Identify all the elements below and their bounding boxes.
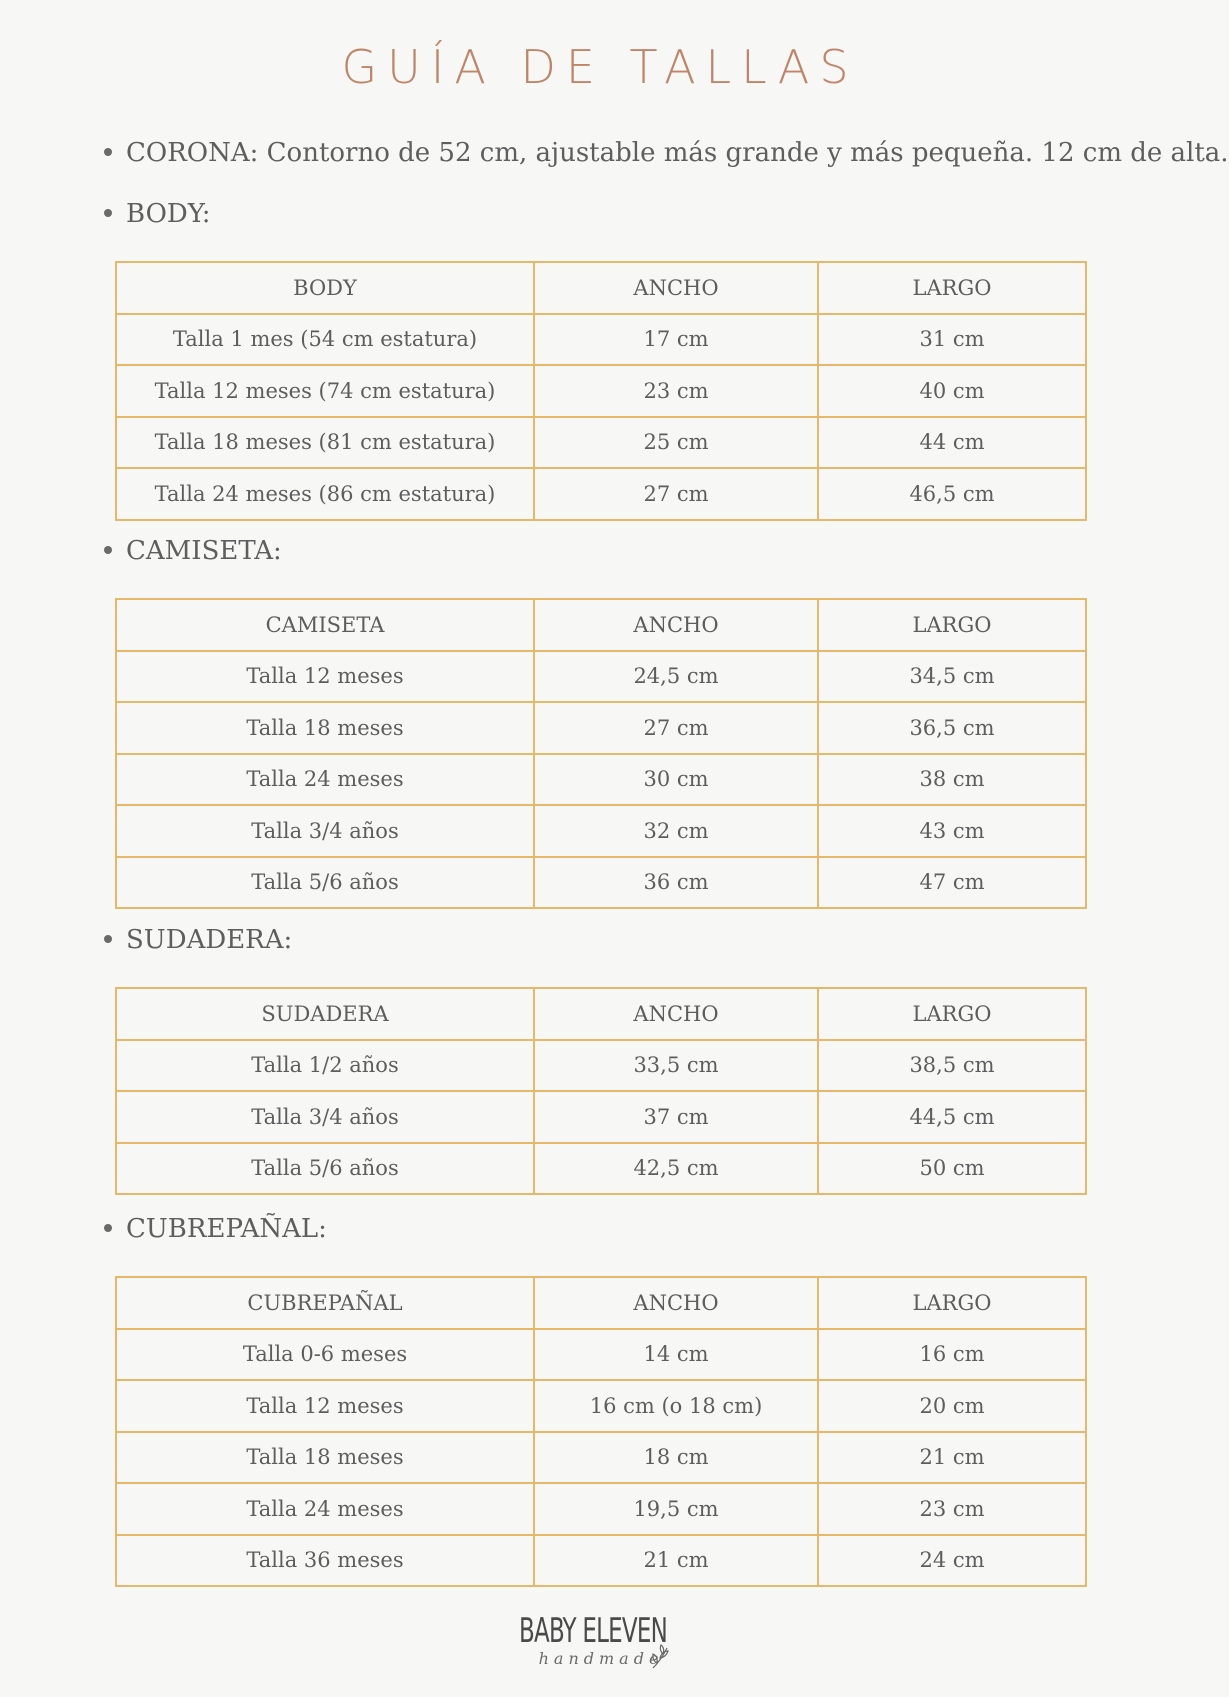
size-cell: Talla 18 meses — [116, 702, 534, 754]
width-cell: 14 cm — [534, 1329, 818, 1381]
table-row — [116, 1040, 1086, 1092]
table-row — [116, 417, 1086, 469]
cubrepanal-table — [115, 1276, 1087, 1587]
brand-logo-mark — [515, 1608, 685, 1674]
size-cell: Talla 12 meses — [116, 1380, 534, 1432]
size-cell: Talla 12 meses (74 cm estatura) — [116, 365, 534, 417]
length-cell: 38 cm — [818, 754, 1086, 806]
size-cell: Talla 5/6 años — [116, 857, 534, 909]
bullet-dot — [104, 209, 112, 217]
length-cell: 46,5 cm — [818, 468, 1086, 520]
brand-logo — [0, 1608, 1200, 1678]
body-heading: BODY: — [126, 199, 211, 229]
length-cell: 44 cm — [818, 417, 1086, 469]
column-header: LARGO — [818, 988, 1086, 1040]
table-row — [116, 365, 1086, 417]
width-cell: 21 cm — [534, 1535, 818, 1587]
size-cell: Talla 1 mes (54 cm estatura) — [116, 314, 534, 366]
width-cell: 42,5 cm — [534, 1143, 818, 1195]
table-row — [116, 1091, 1086, 1143]
length-cell: 23 cm — [818, 1483, 1086, 1535]
column-header: CAMISETA — [116, 599, 534, 651]
column-header: SUDADERA — [116, 988, 534, 1040]
column-header: LARGO — [818, 1277, 1086, 1329]
length-cell: 43 cm — [818, 805, 1086, 857]
table-row — [116, 651, 1086, 703]
table-row — [116, 702, 1086, 754]
length-cell: 21 cm — [818, 1432, 1086, 1484]
logo-text-sub: handmade — [538, 1649, 664, 1668]
column-header: CUBREPAÑAL — [116, 1277, 534, 1329]
table-header-row — [116, 988, 1086, 1040]
bullet-dot — [104, 546, 112, 554]
size-cell: Talla 18 meses (81 cm estatura) — [116, 417, 534, 469]
size-cell: Talla 1/2 años — [116, 1040, 534, 1092]
width-cell: 17 cm — [534, 314, 818, 366]
corona-text: CORONA: Contorno de 52 cm, ajustable más grande y más pequeña. 12 cm de alta. — [126, 138, 1229, 168]
width-cell: 24,5 cm — [534, 651, 818, 703]
table-row — [116, 314, 1086, 366]
size-cell: Talla 0-6 meses — [116, 1329, 534, 1381]
camiseta-heading: CAMISETA: — [126, 536, 282, 566]
length-cell: 34,5 cm — [818, 651, 1086, 703]
table-header-row — [116, 599, 1086, 651]
table-header-row — [116, 262, 1086, 314]
cubrepanal-heading: CUBREPAÑAL: — [126, 1214, 327, 1244]
column-header: BODY — [116, 262, 534, 314]
table-row — [116, 1483, 1086, 1535]
column-header: ANCHO — [534, 1277, 818, 1329]
table-row — [116, 468, 1086, 520]
width-cell: 18 cm — [534, 1432, 818, 1484]
size-cell: Talla 36 meses — [116, 1535, 534, 1587]
length-cell: 24 cm — [818, 1535, 1086, 1587]
bullet-dot — [104, 1224, 112, 1232]
size-cell: Talla 24 meses — [116, 754, 534, 806]
column-header: LARGO — [818, 599, 1086, 651]
size-cell: Talla 24 meses — [116, 1483, 534, 1535]
width-cell: 30 cm — [534, 754, 818, 806]
logo-text-main: BABY ELEVEN — [519, 1611, 667, 1651]
camiseta-table — [115, 598, 1087, 909]
table-row — [116, 857, 1086, 909]
size-cell: Talla 18 meses — [116, 1432, 534, 1484]
size-cell: Talla 3/4 años — [116, 805, 534, 857]
length-cell: 44,5 cm — [818, 1091, 1086, 1143]
width-cell: 19,5 cm — [534, 1483, 818, 1535]
table-row — [116, 1380, 1086, 1432]
bullet-body — [104, 199, 210, 229]
size-cell: Talla 12 meses — [116, 651, 534, 703]
length-cell: 31 cm — [818, 314, 1086, 366]
length-cell: 20 cm — [818, 1380, 1086, 1432]
bullet-sudadera — [104, 925, 292, 955]
length-cell: 40 cm — [818, 365, 1086, 417]
table-header-row — [116, 1277, 1086, 1329]
width-cell: 23 cm — [534, 365, 818, 417]
column-header: ANCHO — [534, 262, 818, 314]
bullet-camiseta — [104, 536, 282, 566]
length-cell: 16 cm — [818, 1329, 1086, 1381]
size-cell: Talla 5/6 años — [116, 1143, 534, 1195]
sudadera-table — [115, 987, 1087, 1195]
size-cell: Talla 3/4 años — [116, 1091, 534, 1143]
bullet-dot — [104, 935, 112, 943]
column-header: LARGO — [818, 262, 1086, 314]
width-cell: 36 cm — [534, 857, 818, 909]
length-cell: 50 cm — [818, 1143, 1086, 1195]
width-cell: 32 cm — [534, 805, 818, 857]
bullet-cubrepanal — [104, 1214, 327, 1244]
page-title: GUÍA DE TALLAS — [341, 40, 859, 94]
width-cell: 25 cm — [534, 417, 818, 469]
table-row — [116, 754, 1086, 806]
body-table — [115, 261, 1087, 521]
table-row — [116, 1535, 1086, 1587]
table-row — [116, 1143, 1086, 1195]
width-cell: 27 cm — [534, 468, 818, 520]
sudadera-heading: SUDADERA: — [126, 925, 293, 955]
width-cell: 16 cm (o 18 cm) — [534, 1380, 818, 1432]
length-cell: 38,5 cm — [818, 1040, 1086, 1092]
bullet-dot — [104, 148, 112, 156]
width-cell: 33,5 cm — [534, 1040, 818, 1092]
column-header: ANCHO — [534, 599, 818, 651]
bullet-corona — [104, 138, 1229, 168]
column-header: ANCHO — [534, 988, 818, 1040]
length-cell: 47 cm — [818, 857, 1086, 909]
length-cell: 36,5 cm — [818, 702, 1086, 754]
width-cell: 37 cm — [534, 1091, 818, 1143]
size-cell: Talla 24 meses (86 cm estatura) — [116, 468, 534, 520]
table-row — [116, 805, 1086, 857]
table-row — [116, 1432, 1086, 1484]
table-row — [116, 1329, 1086, 1381]
width-cell: 27 cm — [534, 702, 818, 754]
